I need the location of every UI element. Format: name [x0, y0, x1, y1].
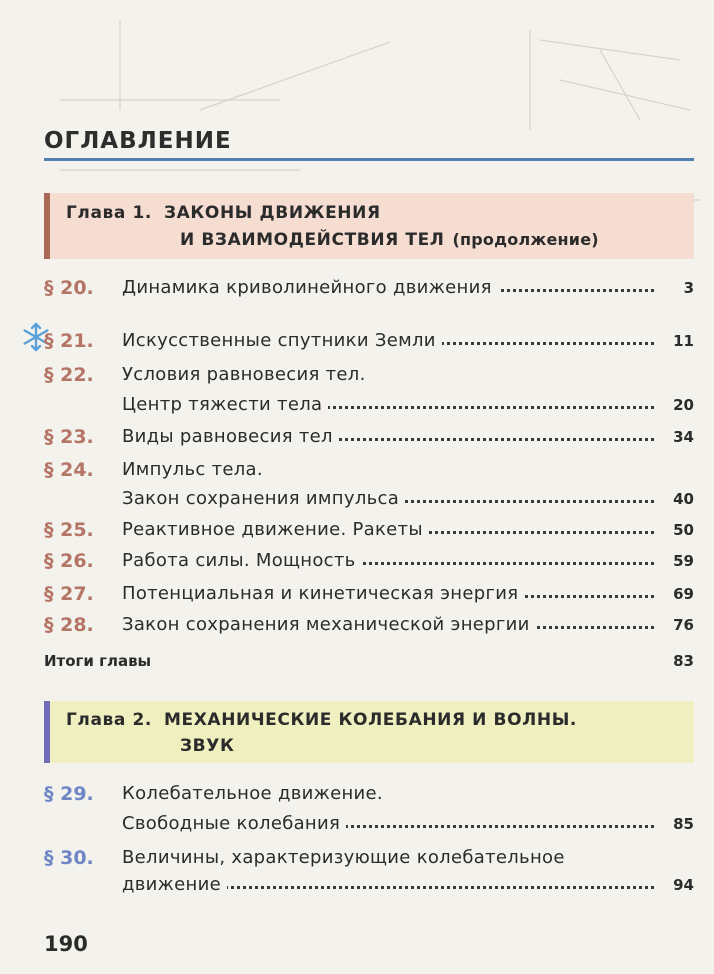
toc-entry[interactable]	[44, 550, 694, 578]
section-number: § 23.	[44, 426, 94, 448]
page-number-ref: 59	[673, 552, 694, 570]
chapter-1-title-line2: И ВЗАИМОДЕЙСТВИЯ ТЕЛ	[180, 230, 445, 250]
chapter-1-continuation: (продолжение)	[452, 230, 599, 249]
summary-label: Итоги главы	[44, 652, 152, 670]
chapter-2-accent-bar	[44, 701, 50, 763]
page-number-ref: 69	[673, 585, 694, 603]
section-title: Закон сохранения механической энергии	[122, 614, 536, 635]
toc-entry[interactable]	[44, 426, 694, 454]
section-title: Виды равновесия тел	[122, 426, 339, 447]
section-title: Колебательное движение.	[122, 783, 389, 804]
section-title: Потенциальная и кинетическая энергия	[122, 583, 524, 604]
chapter-2-label: Глава 2.	[66, 710, 152, 730]
chapter-2-title-line2: ЗВУК	[180, 736, 235, 756]
toc-entry[interactable]	[44, 330, 694, 358]
section-number: § 25.	[44, 519, 94, 541]
toc-entry[interactable]	[44, 614, 694, 642]
section-number: § 22.	[44, 364, 94, 386]
section-number: § 30.	[44, 847, 94, 869]
toc-entry[interactable]	[44, 583, 694, 611]
toc-entry[interactable]	[44, 277, 694, 305]
page-title: ОГЛАВЛЕНИЕ	[44, 128, 232, 154]
summary-page-number: 83	[673, 652, 694, 670]
toc-entry[interactable]	[44, 364, 694, 392]
section-title: Динамика криволинейного движения	[122, 277, 498, 298]
chapter-1-label: Глава 1.	[66, 203, 152, 223]
toc-entry[interactable]	[44, 459, 694, 487]
page-number: 190	[44, 932, 88, 956]
section-title: Работа силы. Мощность	[122, 550, 362, 571]
page-number-ref: 40	[673, 490, 694, 508]
page-number-ref: 94	[673, 876, 694, 894]
page-number-ref: 11	[673, 332, 694, 350]
section-number: § 26.	[44, 550, 94, 572]
section-title: Закон сохранения импульса	[122, 488, 405, 509]
toc-entry[interactable]	[44, 519, 694, 547]
section-title: движение	[122, 874, 227, 895]
chapter-1-header	[44, 193, 694, 259]
toc-entry[interactable]	[44, 874, 694, 902]
toc-entry[interactable]	[44, 813, 694, 841]
chapter-1-title-line1: ЗАКОНЫ ДВИЖЕНИЯ	[164, 203, 381, 223]
section-number: § 20.	[44, 277, 94, 299]
title-underline	[44, 158, 694, 161]
section-number: § 28.	[44, 614, 94, 636]
chapter-1-accent-bar	[44, 193, 50, 259]
toc-entry[interactable]	[44, 783, 694, 811]
section-number: § 24.	[44, 459, 94, 481]
toc-entry[interactable]	[44, 847, 694, 875]
page-number-ref: 3	[683, 279, 694, 297]
chapter-2-title-line1: МЕХАНИЧЕСКИЕ КОЛЕБАНИЯ И ВОЛНЫ.	[164, 710, 577, 730]
section-title: Импульс тела.	[122, 459, 269, 480]
page-number-ref: 76	[673, 616, 694, 634]
toc-entry[interactable]	[44, 488, 694, 516]
section-title: Центр тяжести тела	[122, 394, 328, 415]
chapter-1-summary-row[interactable]	[44, 650, 694, 678]
page-number-ref: 85	[673, 815, 694, 833]
toc-entry[interactable]	[44, 394, 694, 422]
page-number-ref: 20	[673, 396, 694, 414]
section-title: Искусственные спутники Земли	[122, 330, 442, 351]
section-title: Величины, характеризующие колебательное	[122, 847, 571, 868]
section-title: Реактивное движение. Ракеты	[122, 519, 429, 540]
section-number: § 27.	[44, 583, 94, 605]
page-number-ref: 34	[673, 428, 694, 446]
chapter-2-header	[44, 701, 694, 763]
section-title: Условия равновесия тел.	[122, 364, 372, 385]
section-title: Свободные колебания	[122, 813, 346, 834]
section-number: § 29.	[44, 783, 94, 805]
section-number: § 21.	[44, 330, 94, 352]
page-number-ref: 50	[673, 521, 694, 539]
